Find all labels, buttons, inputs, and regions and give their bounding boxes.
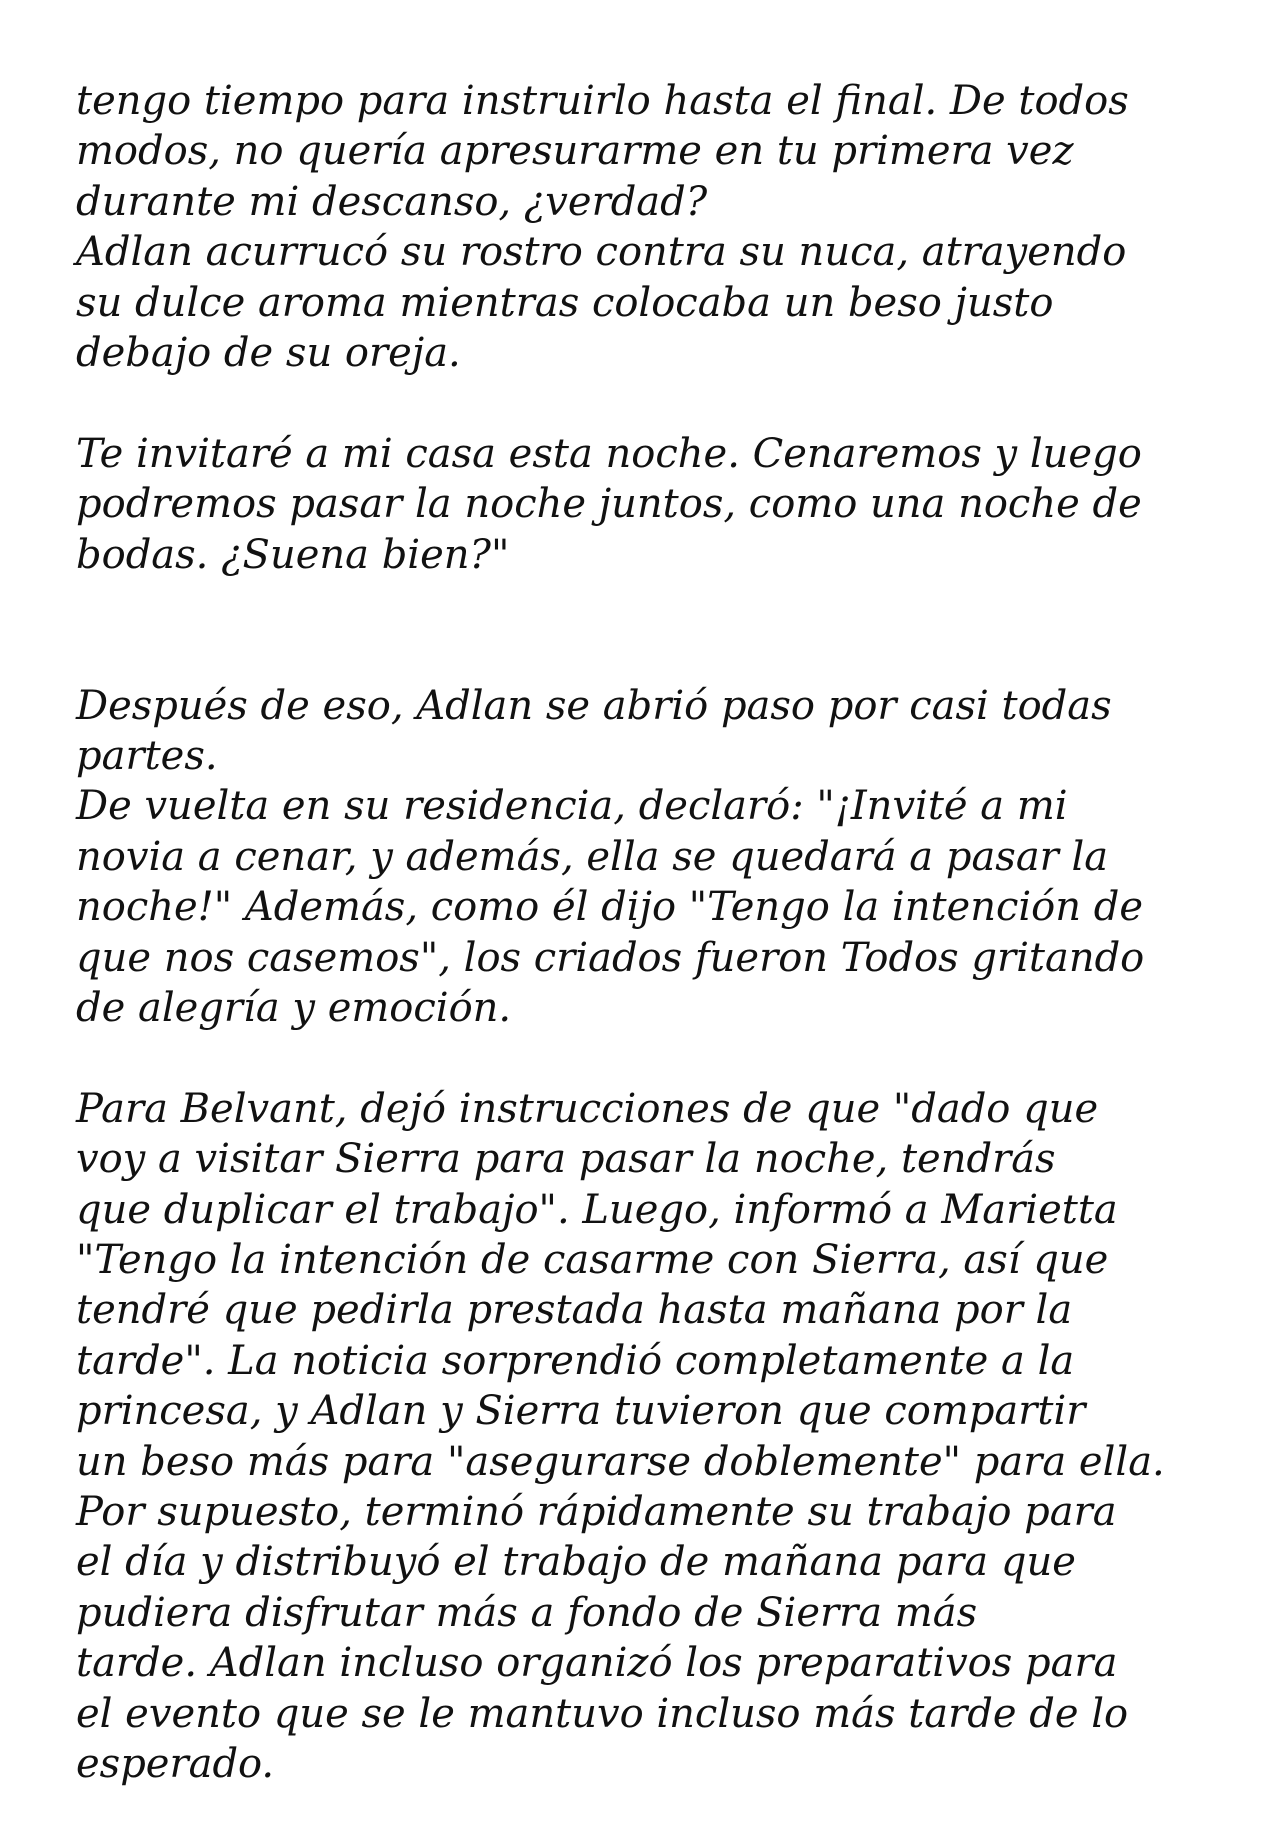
text-line: noche!" Además, como él dijo "Tengo la intención de xyxy=(76,884,1144,931)
text-line: el evento que se le mantuvo incluso más tarde de lo xyxy=(76,1690,1129,1737)
text-line: de alegría y emoción. xyxy=(76,985,512,1032)
paragraph-4 xyxy=(76,1084,1216,1789)
document-page xyxy=(76,76,1216,1789)
text-line: De vuelta en su residencia, declaró: "¡Invité a mi xyxy=(76,783,1068,830)
text-line: podremos pasar la noche juntos, como una noche de xyxy=(76,481,1142,528)
text-line: tengo tiempo para instruirlo hasta el final. De todos xyxy=(76,78,1129,124)
text-line: un beso más para "asegurarse doblemente" para ella. xyxy=(76,1438,1165,1485)
text-line: "Tengo la intención de casarme con Sierra, así que xyxy=(76,1237,1109,1283)
text-line: su dulce aroma mientras colocaba un beso justo xyxy=(76,279,1054,326)
text-line: que duplicar el trabajo". Luego, informó a Marietta xyxy=(76,1186,1118,1233)
text-line: tarde". La noticia sorprendió completamente a la xyxy=(76,1337,1075,1384)
text-line: Después de eso, Adlan se abrió paso por casi todas xyxy=(76,682,1112,729)
text-line: Te invitaré a mi casa esta noche. Cenaremos y luego xyxy=(76,430,1142,477)
paragraph-spacer xyxy=(76,1033,1216,1083)
paragraph-1 xyxy=(76,76,1216,378)
text-line: Para Belvant, dejó instrucciones de que "dado que xyxy=(76,1085,1099,1132)
paragraph-3 xyxy=(76,681,1216,1034)
text-line: pudiera disfrutar más a fondo de Sierra más xyxy=(76,1589,978,1636)
text-line: debajo de su oreja. xyxy=(76,329,461,376)
text-line: esperado. xyxy=(76,1740,275,1787)
text-line: Adlan acurrucó su rostro contra su nuca, atrayendo xyxy=(76,229,1127,276)
text-line: novia a cenar, y además, ella se quedará a pasar la xyxy=(76,833,1109,880)
text-line: tarde. Adlan incluso organizó los preparativos para xyxy=(76,1640,1118,1687)
text-line: bodas. ¿Suena bien?" xyxy=(76,531,510,578)
text-line: durante mi descanso, ¿verdad? xyxy=(76,178,708,225)
text-line: Por supuesto, terminó rápidamente su trabajo para xyxy=(76,1488,1117,1535)
paragraph-spacer xyxy=(76,378,1216,428)
section-spacer xyxy=(76,580,1216,681)
text-line: partes. xyxy=(76,733,218,780)
text-line: princesa, y Adlan y Sierra tuvieron que compartir xyxy=(76,1388,1086,1435)
paragraph-2 xyxy=(76,429,1216,580)
text-line: tendré que pedirla prestada hasta mañana por la xyxy=(76,1287,1073,1334)
text-line: voy a visitar Sierra para pasar la noche, tendrás xyxy=(76,1136,1056,1183)
text-line: el día y distribuyó el trabajo de mañana para que xyxy=(76,1539,1076,1586)
text-line: modos, no quería apresurarme en tu primera vez xyxy=(76,128,1074,175)
text-line: que nos casemos", los criados fueron Todos gritando xyxy=(76,934,1145,981)
